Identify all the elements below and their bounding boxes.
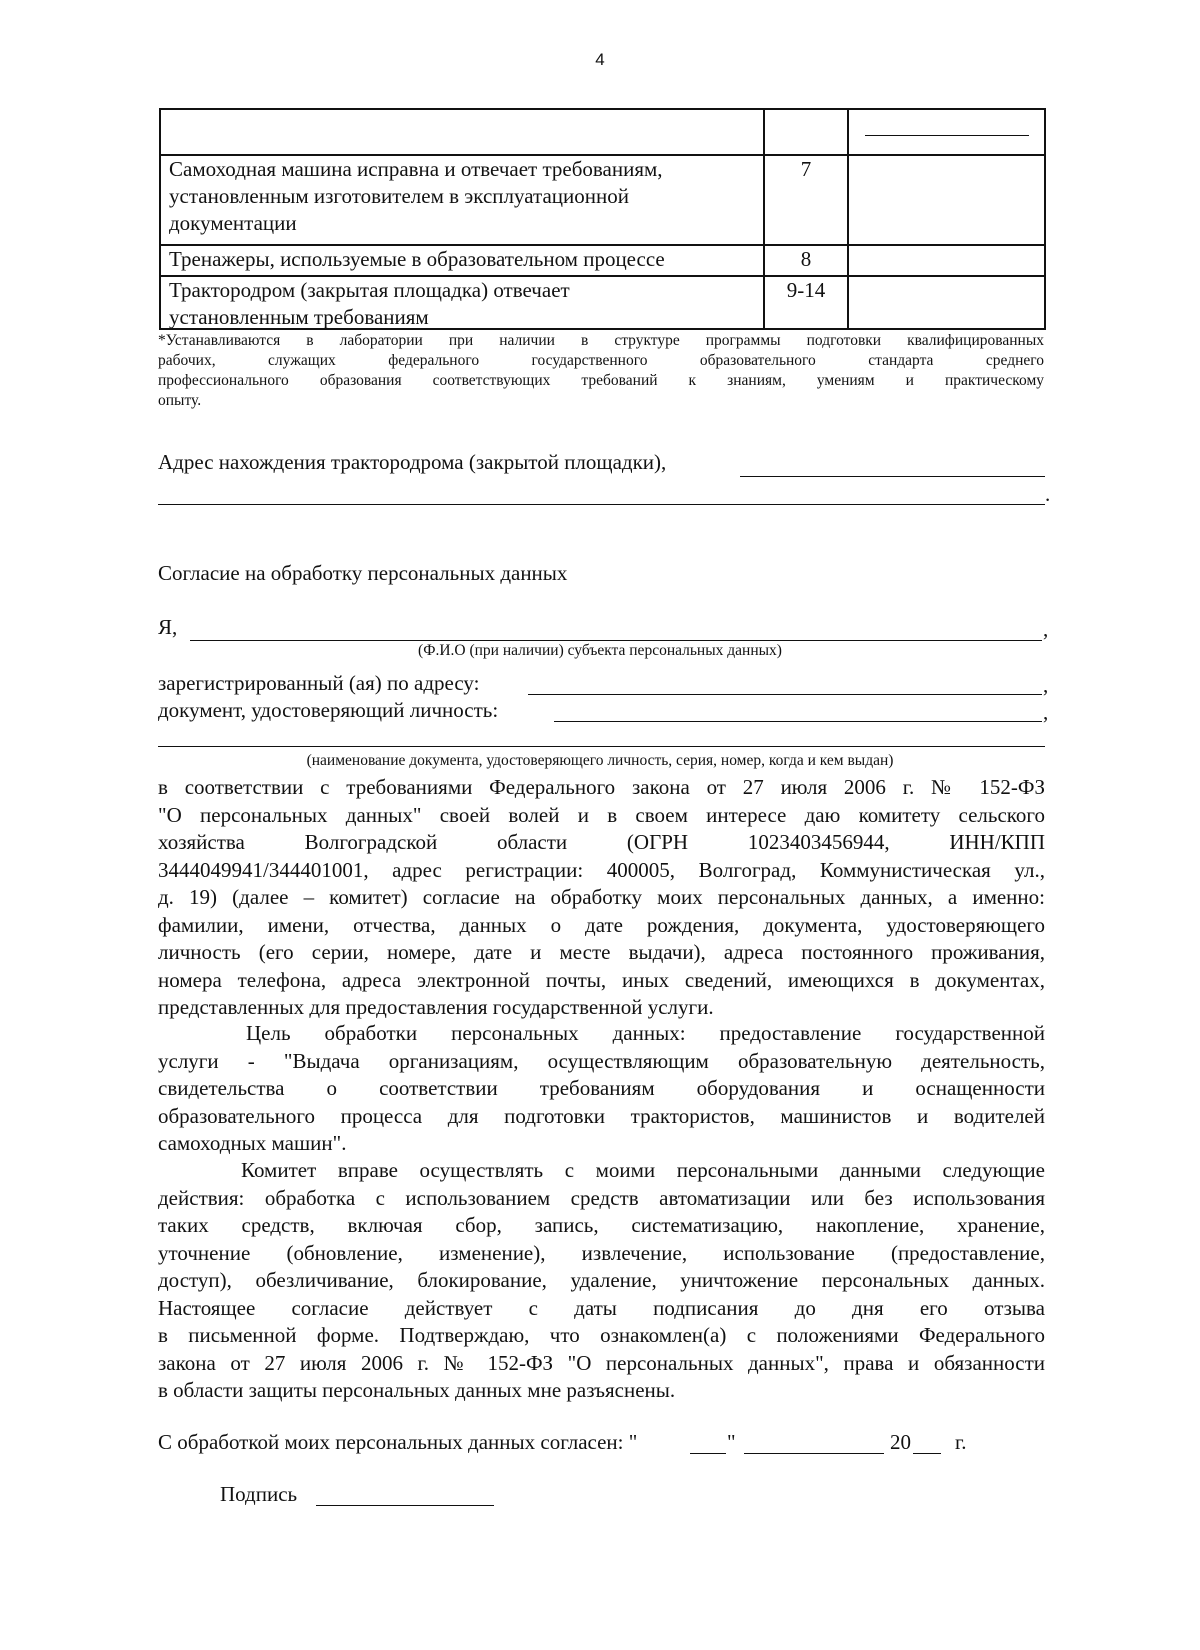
table-cell-number: 9-14	[786, 278, 826, 302]
agree-label: С обработкой моих персональных данных согласен: "	[158, 1430, 638, 1454]
ya-label: Я,	[158, 615, 178, 639]
table-cell-number: 7	[800, 157, 812, 181]
table-cell-number: 8	[800, 247, 812, 271]
agree-year: 20	[890, 1430, 911, 1454]
table-row: Тренажеры, используемые в образовательном процессе	[169, 247, 665, 271]
table-row: Самоходная машина исправна и отвечает требованиям, установленным изготовителем в эксплуатационной документации	[169, 157, 663, 235]
fio-field-line	[190, 640, 1042, 641]
consent-paragraph-2: Цель обработки персональных данных: предоставление государственной услуги - "Выдача организациям, осуществляющим образовательную деятельность, свидетельства о соответствии требованиям оборудования и оснащенности образовательного процесса для подготовки трактористов, машинистов и водителей самоходных машин".	[158, 1021, 1045, 1155]
document-field-line-2	[158, 746, 1045, 747]
address-field-line-2	[158, 504, 1045, 505]
fio-caption: (Ф.И.О (при наличии) субъекта персональных данных)	[418, 642, 782, 659]
page-number: 4	[595, 50, 605, 69]
footnote: *Устанавливаются в лаборатории при наличии в структуре программы подготовки квалифицированных рабочих, служащих федерального государственного образовательного стандарта среднего профессионального образования соответствующих требований к знаниям, умениям и практическому опыту.	[158, 332, 1044, 409]
agree-month-line	[744, 1453, 884, 1454]
consent-paragraph-3: Комитет вправе осуществлять с моими персональными данными следующие действия: обработка с использованием средств автоматизации или без использования таких средств, включая сбор, запись, систематизацию, накопление, хранение, уточнение (обновление, изменение), извлечение, использование (предоставление, доступ), обезличивание, блокирование, удаление, уничтожение персональных данных. Настоящее согласие действует с даты подписания до дня его отзыва в письменной форме. Подтверждаю, что ознакомлен(а) с положениями Федерального закона от 27 июля 2006 г. № 152-ФЗ "О персональных данных", права и обязанности в области защиты персональных данных мне разъяснены.	[158, 1158, 1045, 1402]
consent-heading: Согласие на обработку персональных данных	[158, 561, 568, 585]
agree-day-line	[690, 1453, 726, 1454]
document-label: документ, удостоверяющий личность:	[158, 698, 499, 722]
signature-label: Подпись	[220, 1482, 298, 1506]
consent-paragraph-1: в соответствии с требованиями Федерального закона от 27 июля 2006 г. № 152-ФЗ "О персональных данных" своей волей и в своем интересе даю комитету сельского хозяйства Волгоградской области (ОГРН 1023403456944, ИНН/КПП 3444049941/344401001, адрес регистрации: 400005, Волгоград, Коммунистическая ул., д. 19) (далее – комитет) согласие на обработку моих персональных данных, а именно: фамилии, имени, отчества, данных о дате рождения, документа, удостоверяющего личность (его серии, номере, дате и месте выдачи), адреса постоянного проживания, номера телефона, адреса электронной почты, иных сведений, имеющихся в документах, представленных для предоставления государственной услуги.	[158, 775, 1045, 1019]
address-field-line	[740, 476, 1045, 477]
agree-year-line	[913, 1453, 941, 1454]
document-caption: (наименование документа, удостоверяющего личность, серия, номер, когда и кем выдан)	[306, 752, 894, 769]
registered-label: зарегистрированный (ая) по адресу:	[158, 671, 480, 695]
equipment-table	[159, 108, 1046, 330]
address-label: Адрес нахождения трактородрома (закрытой площадки),	[158, 450, 667, 474]
table-row: Трактородром (закрытая площадка) отвечает установленным требованиям	[169, 278, 570, 329]
signature-field-line	[316, 1505, 494, 1506]
document-field-line	[554, 721, 1042, 722]
registered-field-line	[528, 694, 1042, 695]
